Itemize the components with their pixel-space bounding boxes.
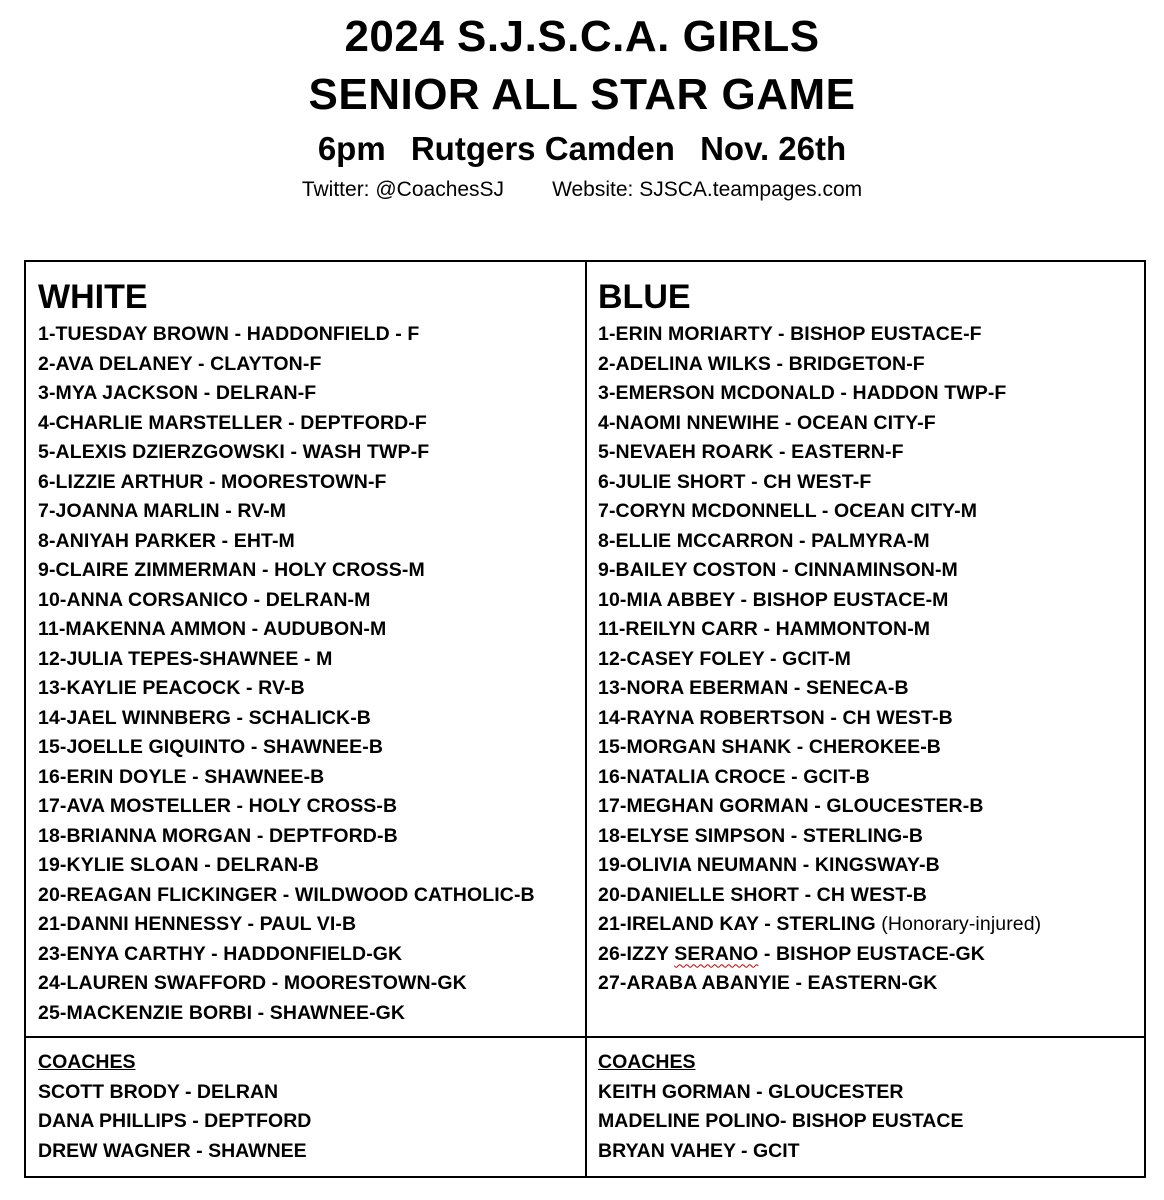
column-divider <box>585 262 587 1176</box>
coach-row: MADELINE POLINO- BISHOP EUSTACE <box>598 1110 964 1132</box>
player-row: 11-MAKENNA AMMON - AUDUBON-M <box>38 618 387 640</box>
player-row: 19-OLIVIA NEUMANN - KINGSWAY-B <box>598 854 940 876</box>
player-row: 5-NEVAEH ROARK - EASTERN-F <box>598 441 904 463</box>
event-date: Nov. 26th <box>700 130 847 167</box>
player-row: 15-MORGAN SHANK - CHEROKEE-B <box>598 736 941 758</box>
player-row: 17-MEGHAN GORMAN - GLOUCESTER-B <box>598 795 984 817</box>
player-row: 8-ELLIE MCCARRON - PALMYRA-M <box>598 529 930 552</box>
player-row: 2-AVA DELANEY - CLAYTON-F <box>38 352 322 375</box>
player-row: 18-BRIANNA MORGAN - DEPTFORD-B <box>38 824 398 847</box>
coach-row: SCOTT BRODY - DELRAN <box>38 1080 279 1103</box>
white-player-list <box>38 320 535 1028</box>
player-row: 17-AVA MOSTELLER - HOLY CROSS-B <box>38 795 398 817</box>
twitter-handle: Twitter: @CoachesSJ <box>301 178 505 201</box>
player-row: 6-LIZZIE ARTHUR - MOORESTOWN-F <box>38 470 387 493</box>
player-row: 11-REILYN CARR - HAMMONTON-M <box>598 618 931 640</box>
player-row: 9-CLAIRE ZIMMERMAN - HOLY CROSS-M <box>38 559 425 581</box>
player-row: 9-BAILEY COSTON - CINNAMINSON-M <box>598 559 958 581</box>
player-row: 16-NATALIA CROCE - GCIT-B <box>598 765 870 788</box>
player-row: 10-MIA ABBEY - BISHOP EUSTACE-M <box>598 588 949 611</box>
title-line-1: 2024 S.J.S.C.A. GIRLS <box>344 12 820 61</box>
white-coaches <box>38 1048 311 1166</box>
coach-row: DANA PHILLIPS - DEPTFORD <box>38 1110 312 1132</box>
player-row: 23-ENYA CARTHY - HADDONFIELD-GK <box>38 942 403 965</box>
player-26-suffix: - BISHOP EUSTACE-GK <box>758 942 985 965</box>
player-26-surname: SERANO <box>674 942 759 965</box>
player-row: 27-ARABA ABANYIE - EASTERN-GK <box>598 972 938 994</box>
website-url: Website: SJSCA.teampages.com <box>552 178 863 201</box>
player-row: 20-DANIELLE SHORT - CH WEST-B <box>598 883 927 906</box>
player-row <box>598 940 1041 970</box>
player-row: 3-MYA JACKSON - DELRAN-F <box>38 382 317 404</box>
player-row: 6-JULIE SHORT - CH WEST-F <box>598 470 872 493</box>
white-coaches-heading: COACHES <box>38 1051 136 1073</box>
coach-row: BRYAN VAHEY - GCIT <box>598 1139 800 1162</box>
player-row: 7-JOANNA MARLIN - RV-M <box>38 500 287 522</box>
player-row: 19-KYLIE SLOAN - DELRAN-B <box>38 854 319 876</box>
player-row: 13-KAYLIE PEACOCK - RV-B <box>38 677 305 699</box>
player-row: 21-DANNI HENNESSY - PAUL VI-B <box>38 913 357 935</box>
player-row: 13-NORA EBERMAN - SENECA-B <box>598 677 909 699</box>
player-row: 3-EMERSON MCDONALD - HADDON TWP-F <box>598 382 1007 404</box>
player-row: 25-MACKENZIE BORBI - SHAWNEE-GK <box>38 1001 406 1024</box>
player-row: 18-ELYSE SIMPSON - STERLING-B <box>598 824 924 847</box>
player-row: 10-ANNA CORSANICO - DELRAN-M <box>38 588 371 611</box>
blue-player-list <box>598 320 1041 910</box>
player-row: 1-ERIN MORIARTY - BISHOP EUSTACE-F <box>598 323 982 345</box>
player-21: 21-IRELAND KAY - STERLING <box>598 913 876 935</box>
blue-team-name: BLUE <box>598 278 691 316</box>
player-row: 5-ALEXIS DZIERZGOWSKI - WASH TWP-F <box>38 441 430 463</box>
player-26-prefix: 26-IZZY <box>598 942 675 965</box>
blue-coaches <box>598 1048 963 1166</box>
player-row: 14-JAEL WINNBERG - SCHALICK-B <box>38 706 371 729</box>
player-row: 20-REAGAN FLICKINGER - WILDWOOD CATHOLIC-B <box>38 883 535 906</box>
title-line-2: SENIOR ALL STAR GAME <box>308 70 856 119</box>
blue-coaches-heading: COACHES <box>598 1051 696 1073</box>
coaches-divider <box>26 1036 1144 1038</box>
player-21-note: (Honorary-injured) <box>881 913 1042 935</box>
player-row: 4-NAOMI NNEWIHE - OCEAN CITY-F <box>598 411 936 434</box>
event-details <box>0 130 1164 168</box>
player-row: 24-LAUREN SWAFFORD - MOORESTOWN-GK <box>38 972 467 994</box>
white-team-column <box>38 274 535 1028</box>
event-venue: Rutgers Camden <box>410 130 675 167</box>
event-time: 6pm <box>317 130 386 167</box>
player-row: 8-ANIYAH PARKER - EHT-M <box>38 529 295 552</box>
white-team-name: WHITE <box>38 278 148 316</box>
player-row: 16-ERIN DOYLE - SHAWNEE-B <box>38 765 325 788</box>
player-row: 4-CHARLIE MARSTELLER - DEPTFORD-F <box>38 411 427 434</box>
contact-links <box>0 178 1164 202</box>
player-row: 15-JOELLE GIQUINTO - SHAWNEE-B <box>38 736 384 758</box>
blue-team-column <box>598 274 1041 999</box>
player-row <box>598 910 1041 940</box>
player-row: 1-TUESDAY BROWN - HADDONFIELD - F <box>38 323 420 345</box>
player-row: 12-JULIA TEPES-SHAWNEE - M <box>38 647 333 670</box>
coach-row: DREW WAGNER - SHAWNEE <box>38 1139 307 1162</box>
coach-row: KEITH GORMAN - GLOUCESTER <box>598 1080 904 1103</box>
blue-player-list-extra <box>598 910 1041 999</box>
player-row: 7-CORYN MCDONNELL - OCEAN CITY-M <box>598 500 978 522</box>
player-row: 2-ADELINA WILKS - BRIDGETON-F <box>598 352 925 375</box>
player-row: 12-CASEY FOLEY - GCIT-M <box>598 647 851 670</box>
roster-table <box>24 260 1146 1178</box>
player-row: 14-RAYNA ROBERTSON - CH WEST-B <box>598 706 953 729</box>
